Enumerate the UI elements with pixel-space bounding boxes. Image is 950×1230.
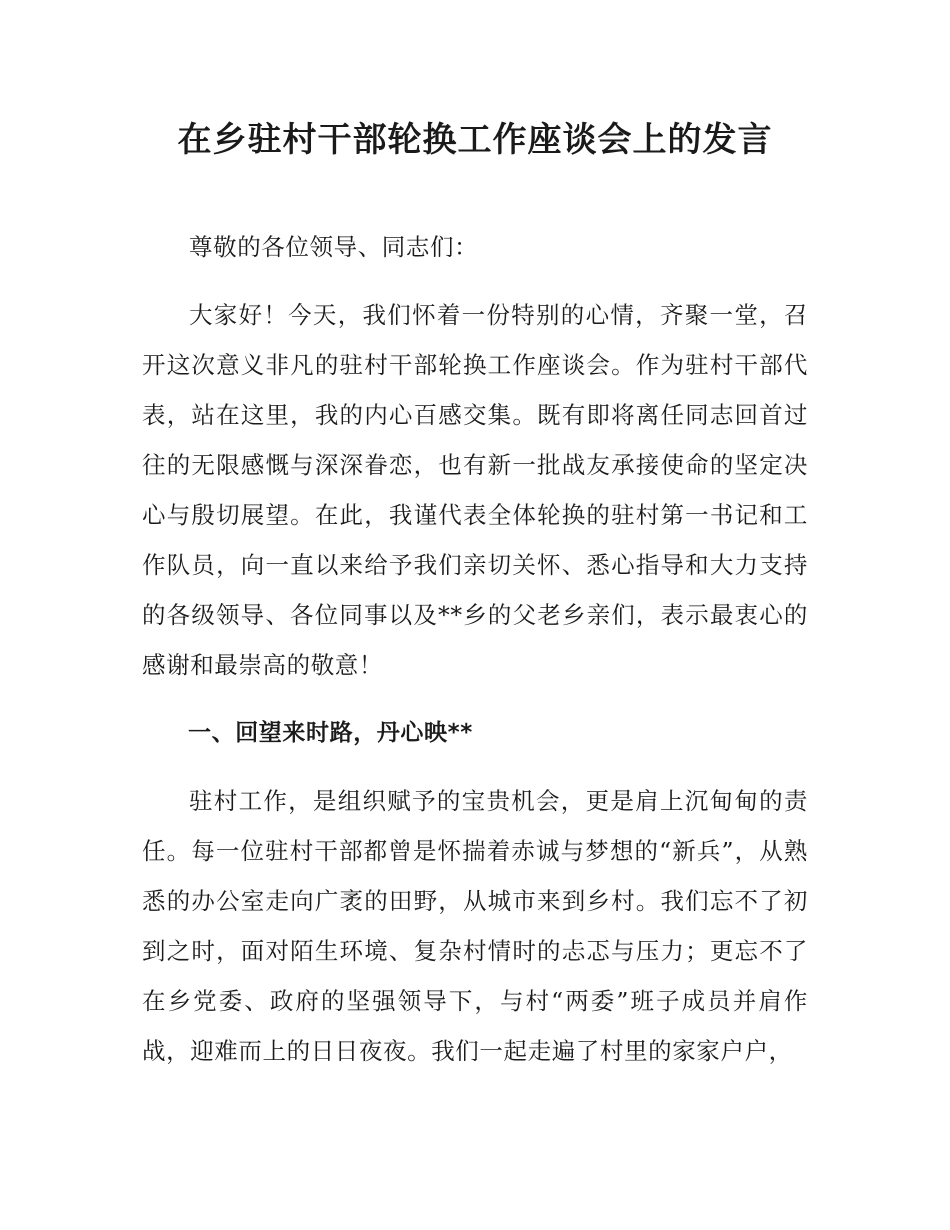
section-paragraph: 驻村工作，是组织赋予的宝贵机会，更是肩上沉甸甸的责任。每一位驻村干部都曾是怀揣着赤诚与梦想的“新兵”，从熟悉的办公室走向广袤的田野，从城市来到乡村。我们忘不了初到之时，面对陌生环境、复杂村情时的忐忑与压力；更忘不了在乡党委、政府的坚强领导下，与村“两委”班子成员并肩作战，迎难而上的日日夜夜。我们一起走遍了村里的家家户户， (142, 787, 808, 1065)
greeting-paragraph: 尊敬的各位领导、同志们： (189, 233, 479, 261)
document-body (142, 222, 808, 1094)
document-title: 在乡驻村干部轮换工作座谈会上的发言 (177, 120, 773, 160)
section-heading: 一、回望来时路，丹心映** (188, 720, 473, 746)
opening-paragraph: 大家好！今天，我们怀着一份特别的心情，齐聚一堂，召开这次意义非凡的驻村干部轮换工作座谈会。作为驻村干部代表，站在这里，我的内心百感交集。既有即将离任同志回首过往的无限感慨与深深眷恋，也有新一批战友承接使命的坚定决心与殷切展望。在此，我谨代表全体轮换的驻村第一书记和工作队员，向一直以来给予我们亲切关怀、悉心指导和大力支持的各级领导、各位同事以及**乡的父老乡亲们，表示最衷心的感谢和最崇高的敬意！ (142, 301, 808, 679)
